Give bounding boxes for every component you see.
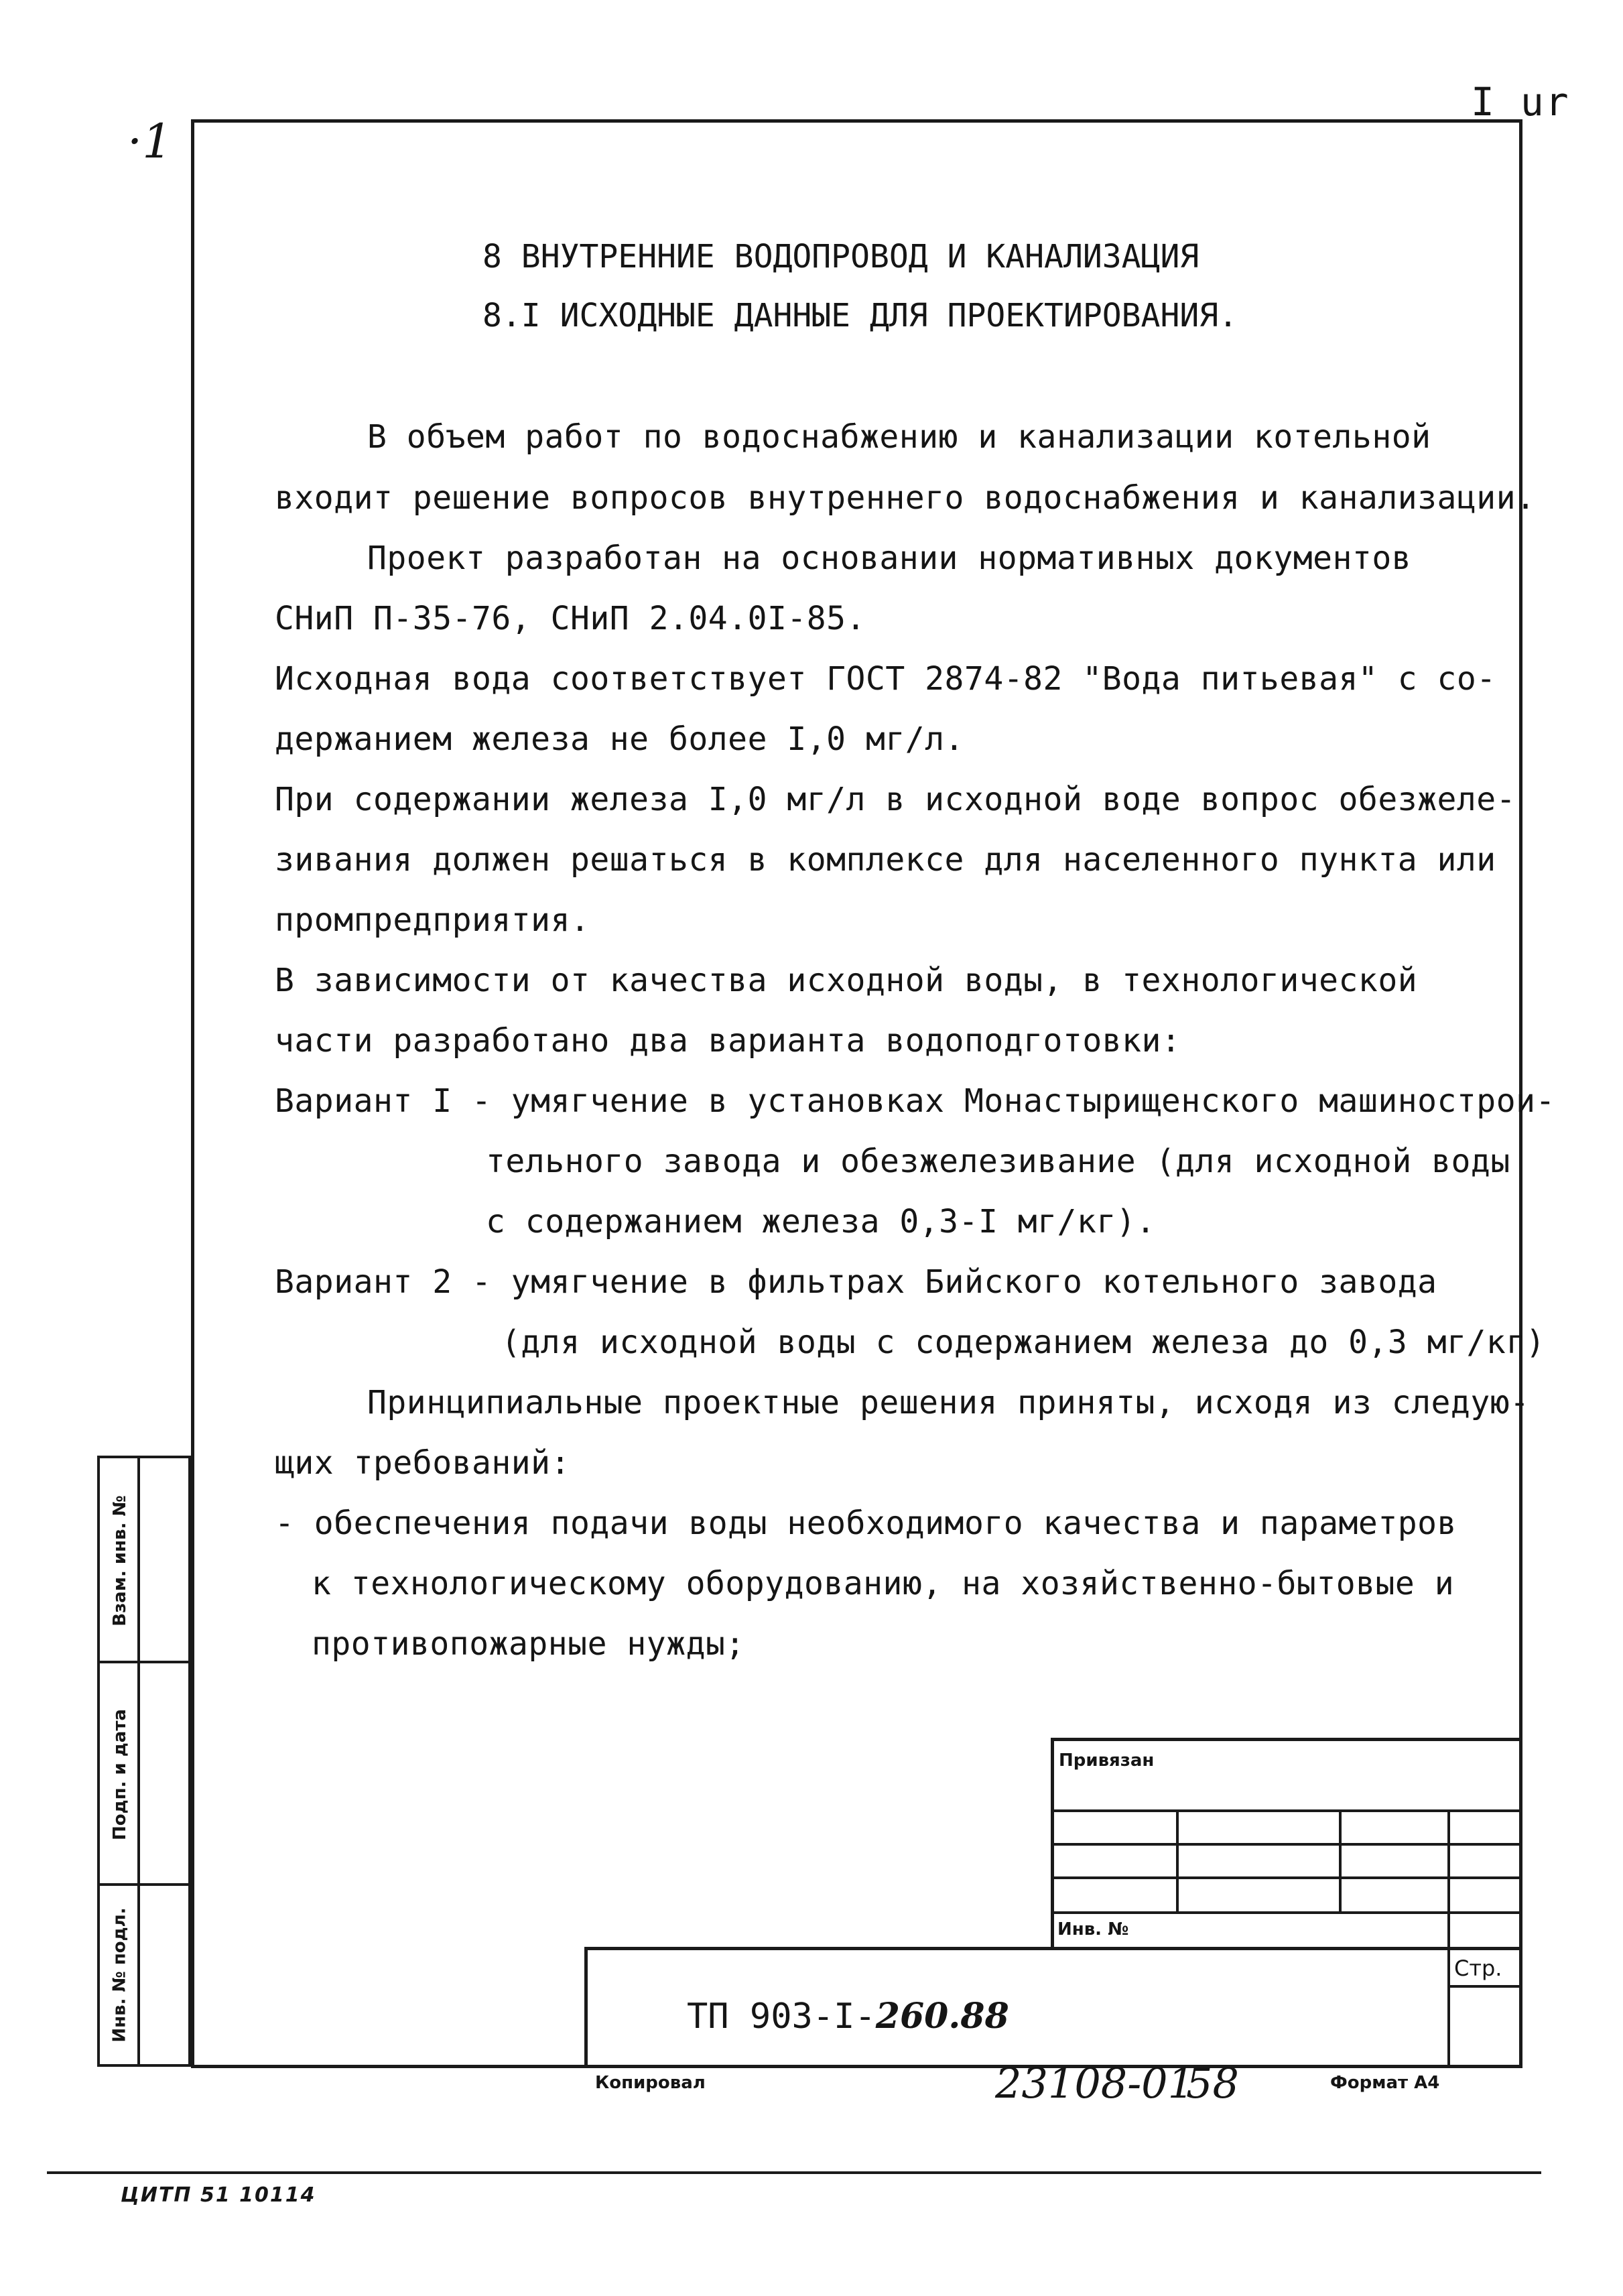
title-block-rule (1051, 1843, 1522, 1846)
inv-number-label: Инв. № (1057, 1919, 1129, 1939)
body-line: В объем работ по водоснабжению и канализации котельной (367, 418, 1431, 456)
body-line: Исходная вода соответствует ГОСТ 2874-82 "Вода питьевая" с со- (275, 660, 1496, 698)
footer-rule (47, 2171, 1541, 2174)
body-line: В зависимости от качества исходной воды, в технологической (275, 962, 1418, 999)
title-block-divider (1447, 1809, 1450, 1947)
side-stamp-label-inv: Инв. № подл. (110, 1907, 130, 2043)
body-line: Принципиальные проектные решения приняты, исходя из следую- (367, 1384, 1530, 1421)
format-label: Формат А4 (1330, 2073, 1440, 2093)
margin-mark: ·1 (127, 114, 172, 169)
body-line: - обеспечения подачи воды необходимого качества и параметров (275, 1505, 1457, 1542)
privyazan-label: Привязан (1059, 1750, 1155, 1771)
side-stamp-label-podp: Подп. и дата (110, 1709, 131, 1840)
title-block-rule (1447, 1985, 1522, 1988)
body-line: Вариант I - умягчение в установках Монастырищенского машинострои- (275, 1082, 1555, 1120)
footer-code: ЦИТП 51 10114 (121, 2183, 316, 2207)
designation-handwritten: 260.88 (875, 1996, 1009, 2037)
title-block-rule (1051, 1876, 1522, 1879)
side-stamp-label-vzam: Взам. инв. № (110, 1495, 130, 1627)
body-line: держанием железа не более I,0 мг/л. (275, 720, 964, 758)
page-number: I ur (1471, 79, 1570, 125)
side-stamp (97, 1456, 191, 2067)
body-line: щих требований: (275, 1444, 570, 1482)
body-line: части разработано два варианта водоподготовки: (275, 1022, 1181, 1060)
title-block-divider (1447, 1947, 1450, 2068)
body-line: зивания должен решаться в комплексе для населенного пункта или (275, 841, 1496, 879)
body-line: Проект разработан на основании нормативных документов (367, 539, 1412, 577)
body-line: Вариант 2 - умягчение в фильтрах Бийского котельного завода (275, 1263, 1437, 1301)
section-heading: 8 ВНУТРЕННИЕ ВОДОПРОВОД И КАНАЛИЗАЦИЯ (482, 238, 1199, 275)
handwritten-page: 58 (1186, 2059, 1239, 2108)
body-line: входит решение вопросов внутреннего водоснабжения и канализации. (275, 479, 1536, 517)
body-line: противопожарные нужды; (312, 1625, 745, 1663)
designation-typed: ТП 903-I- (687, 1996, 876, 2037)
title-block-divider (1339, 1809, 1342, 1913)
title-block-rule (1051, 1911, 1522, 1914)
body-line: тельного завода и обезжелезивание (для исходной воды (486, 1143, 1510, 1180)
body-line: к технологическому оборудованию, на хозяйственно-бытовые и (312, 1565, 1455, 1602)
body-line: (для исходной воды с содержанием железа до 0,3 мг/кг) (501, 1324, 1546, 1361)
document-designation (687, 1996, 1009, 2037)
copied-by-label: Копировал (595, 2073, 706, 2093)
title-block-rule (1051, 1809, 1522, 1812)
body-line: При содержании железа I,0 мг/л в исходной воде вопрос обезжеле- (275, 781, 1516, 818)
handwritten-number: 23108-01 (995, 2059, 1195, 2108)
page-label: Стр. (1454, 1956, 1502, 1981)
subsection-heading: 8.I ИСХОДНЫЕ ДАННЫЕ ДЛЯ ПРОЕКТИРОВАНИЯ. (482, 297, 1238, 334)
body-line: с содержанием железа 0,3-I мг/кг). (486, 1203, 1156, 1240)
body-line: промпредприятия. (275, 901, 590, 939)
body-line: СНиП П-35-76, СНиП 2.04.0I-85. (275, 600, 866, 637)
title-block-divider (1176, 1809, 1179, 1913)
